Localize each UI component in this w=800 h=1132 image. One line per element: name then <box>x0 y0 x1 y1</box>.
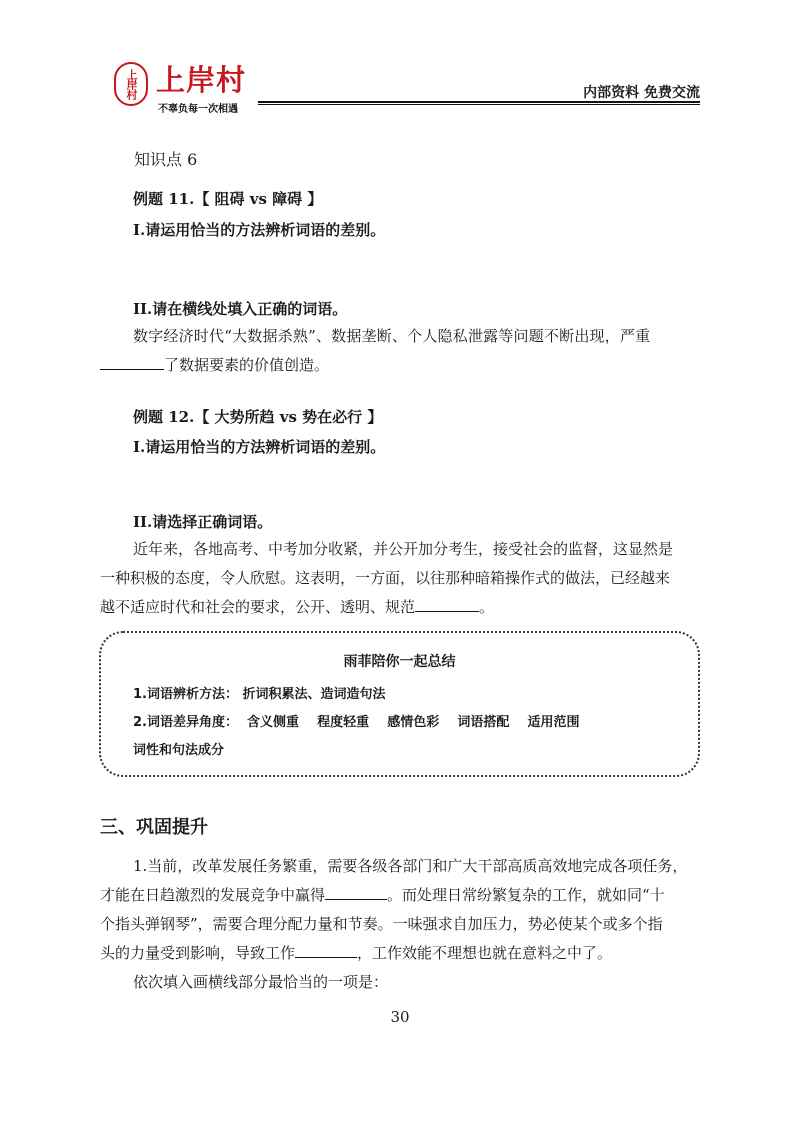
brand-name: 上岸村 <box>156 63 247 97</box>
summary-line-1: 1.词语辨析方法： 折词积累法、造词造句法 <box>133 687 386 702</box>
question-1-line-2-head: 才能在日趋激烈的发展竞争中赢得 <box>100 886 326 904</box>
summary-box <box>99 631 700 777</box>
question-1-line-4 <box>100 943 612 963</box>
question-1-line-1: 1.当前，改革发展任务繁重，需要各级各部门和广大干部高质高效地完成各项任务， <box>133 857 688 875</box>
section-title: 三、巩固提升 <box>100 817 208 838</box>
question-1-line-4-tail: ，工作效能不理想也就在意料之中了。 <box>357 944 613 962</box>
fill-in-blank[interactable] <box>100 355 164 370</box>
example-11-title: 例题 11.【 阻碍 vs 障碍 】 <box>133 190 323 208</box>
question-1-line-4-head: 头的力量受到影响，导致工作 <box>100 944 296 962</box>
summary-line-2: 2.词语差异角度： 含义侧重 程度轻重 感情色彩 词语搭配 适用范围 <box>133 715 580 730</box>
page-header <box>0 0 800 120</box>
header-note: 内部资料 免费交流 <box>583 85 700 101</box>
header-rule <box>258 101 700 105</box>
example-12-question-1: I.请运用恰当的方法辨析词语的差别。 <box>133 438 386 456</box>
question-1-prompt: 依次填入画横线部分最恰当的一项是： <box>133 973 389 991</box>
fill-in-blank[interactable] <box>415 597 479 612</box>
example-11-passage-line-1: 数字经济时代“大数据杀熟”、数据垄断、个人隐私泄露等问题不断出现，严重 <box>133 327 651 345</box>
page-number: 30 <box>390 1008 410 1026</box>
example-11-question-2: II.请在横线处填入正确的词语。 <box>133 300 348 318</box>
knowledge-point-heading: 知识点 6 <box>134 150 198 169</box>
brand-slogan: 不辜负每一次相遇 <box>158 104 238 115</box>
example-11-passage-line-2 <box>100 355 329 375</box>
example-11-question-1: I.请运用恰当的方法辨析词语的差别。 <box>133 221 386 239</box>
example-11-passage-tail: 了数据要素的价值创造。 <box>164 356 330 374</box>
summary-box-title: 雨菲陪你一起总结 <box>343 654 456 670</box>
summary-line-3: 词性和句法成分 <box>133 743 225 758</box>
example-12-title: 例题 12.【 大势所趋 vs 势在必行 】 <box>133 408 383 426</box>
question-1-line-2 <box>100 885 665 905</box>
example-12-passage-line-1: 近年来，各地高考、中考加分收紧，并公开加分考生，接受社会的监督，这显然是 <box>133 540 674 558</box>
example-12-passage-head: 越不适应时代和社会的要求，公开、透明、规范 <box>100 598 416 616</box>
brand-seal-logo <box>114 62 148 106</box>
fill-in-blank[interactable] <box>295 943 357 958</box>
question-1-line-2-tail: 。而处理日常纷繁复杂的工作，就如同“十 <box>387 886 665 904</box>
seal-text: 上岸村 <box>125 69 138 99</box>
fill-in-blank[interactable] <box>325 885 387 900</box>
example-12-question-2: II.请选择正确词语。 <box>133 513 273 531</box>
example-12-passage-line-3 <box>100 597 494 617</box>
example-12-passage-line-2: 一种积极的态度，令人欣慰。这表明，一方面，以往那种暗箱操作式的做法，已经越来 <box>100 569 671 587</box>
question-1-line-3: 个指头弹钢琴”，需要合理分配力量和节奏。一味强求自加压力，势必使某个或多个指 <box>100 915 663 933</box>
example-12-passage-tail: 。 <box>479 598 495 616</box>
